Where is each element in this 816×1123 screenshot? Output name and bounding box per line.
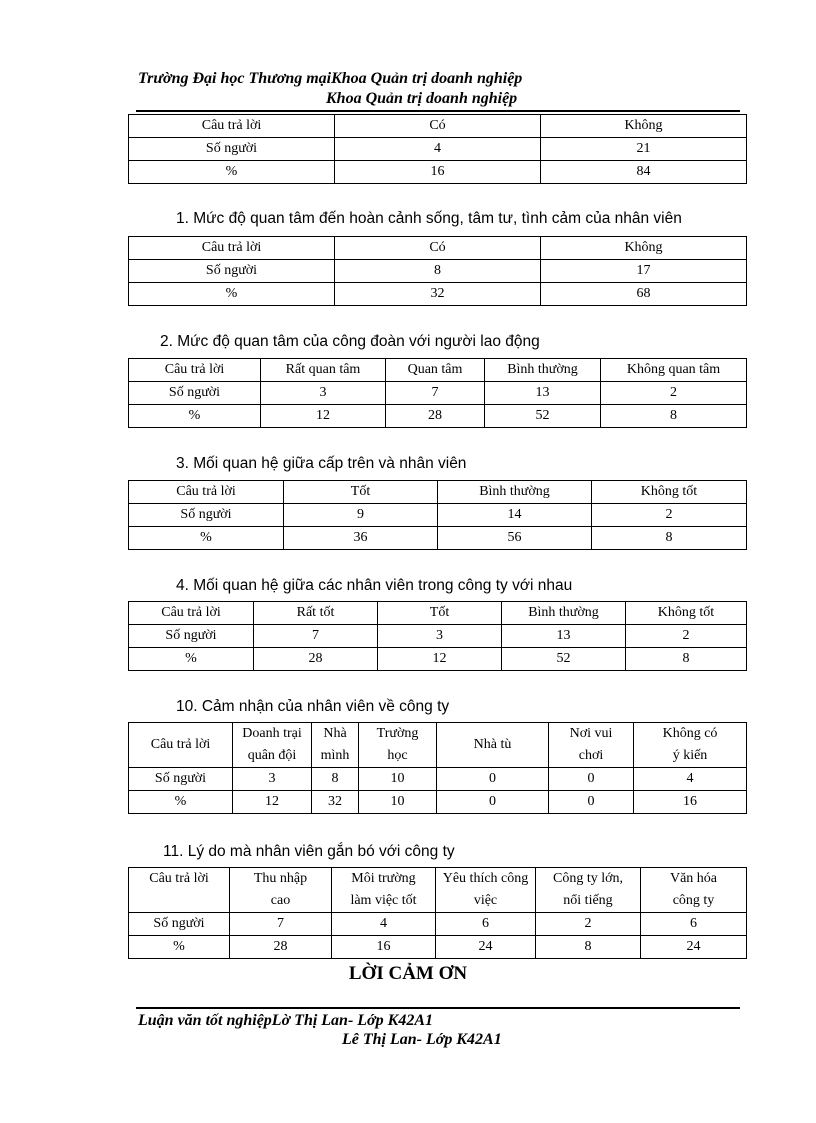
header-cell: Có — [335, 237, 541, 260]
table-cell: % — [129, 791, 233, 814]
header-cell: Không tốt — [592, 481, 747, 504]
table-cell: 2 — [626, 625, 747, 648]
table-row — [129, 936, 747, 959]
header-cell: Rất tốt — [254, 602, 378, 625]
survey-table-11 — [128, 867, 747, 959]
table-cell: 16 — [332, 936, 436, 959]
header-cell: Quan tâm — [386, 359, 485, 382]
question-title-3: 3. Mối quan hệ giữa cấp trên và nhân viên — [176, 455, 467, 472]
table-cell: % — [129, 161, 335, 184]
table-cell: Số người — [129, 625, 254, 648]
table-cell: 14 — [438, 504, 592, 527]
table-cell: 8 — [312, 768, 359, 791]
table-cell: 10 — [359, 791, 437, 814]
header-cell: Không — [541, 115, 747, 138]
table-header-row — [129, 481, 747, 504]
table-cell: 7 — [254, 625, 378, 648]
header-cell: Câu trả lời — [129, 237, 335, 260]
table-cell: 0 — [437, 791, 549, 814]
table-cell: Số người — [129, 260, 335, 283]
footer-rule — [136, 1007, 740, 1009]
table-cell: % — [129, 527, 284, 550]
table-cell: 8 — [626, 648, 747, 671]
table-row — [129, 791, 747, 814]
footer-author: Lê Thị Lan- Lớp K42A1 — [342, 1031, 502, 1048]
table-cell: 8 — [592, 527, 747, 550]
header-cell: Không có ý kiến — [634, 723, 747, 768]
header-cell: Thu nhập cao — [230, 868, 332, 913]
table-row — [129, 913, 747, 936]
header-cell: Doanh trại quân đội — [233, 723, 312, 768]
table-cell: 0 — [437, 768, 549, 791]
table-cell: 2 — [592, 504, 747, 527]
table-cell: 12 — [378, 648, 502, 671]
table-cell: 16 — [634, 791, 747, 814]
header-cell: Nhà tù — [437, 723, 549, 768]
table-cell: 16 — [335, 161, 541, 184]
table-header-row — [129, 602, 747, 625]
table-row — [129, 138, 747, 161]
table-cell: 24 — [641, 936, 747, 959]
table-cell: 4 — [332, 913, 436, 936]
header-cell: Công ty lớn, nổi tiếng — [536, 868, 641, 913]
question-title-2: 2. Mức độ quan tâm của công đoàn với người lao động — [160, 333, 540, 350]
table-cell: 32 — [335, 283, 541, 306]
table-cell: 3 — [261, 382, 386, 405]
survey-table-3 — [128, 480, 747, 550]
table-cell: 2 — [536, 913, 641, 936]
table-row — [129, 405, 747, 428]
table-cell: 9 — [284, 504, 438, 527]
header-cell: Câu trả lời — [129, 602, 254, 625]
survey-table-2 — [128, 358, 747, 428]
question-title-4: 4. Mối quan hệ giữa các nhân viên trong công ty với nhau — [176, 577, 573, 594]
table-cell: 4 — [335, 138, 541, 161]
table-cell: 28 — [254, 648, 378, 671]
footer-thesis-author: Luận văn tốt nghiệpLờ Thị Lan- Lớp K42A1 — [138, 1012, 433, 1029]
survey-table-10 — [128, 722, 747, 814]
table-header-row — [129, 115, 747, 138]
closing-heading: LỜI CẢM ƠN — [348, 963, 468, 984]
table-cell: 2 — [601, 382, 747, 405]
table-cell: 12 — [233, 791, 312, 814]
table-cell: Số người — [129, 768, 233, 791]
table-row — [129, 625, 747, 648]
table-cell: 7 — [230, 913, 332, 936]
table-cell: 84 — [541, 161, 747, 184]
header-cell: Bình thường — [485, 359, 601, 382]
table-cell: % — [129, 405, 261, 428]
table-cell: Số người — [129, 138, 335, 161]
header-cell: Văn hóa công ty — [641, 868, 747, 913]
header-cell: Câu trả lời — [129, 481, 284, 504]
table-cell: 24 — [436, 936, 536, 959]
table-cell: 68 — [541, 283, 747, 306]
header-cell: Không quan tâm — [601, 359, 747, 382]
table-row — [129, 648, 747, 671]
table-cell: 0 — [549, 791, 634, 814]
table-cell: % — [129, 648, 254, 671]
table-cell: 28 — [386, 405, 485, 428]
question-title-11: 11. Lý do mà nhân viên gắn bó với công ty — [163, 843, 455, 860]
header-cell: Bình thường — [438, 481, 592, 504]
header-cell: Nhà mình — [312, 723, 359, 768]
table-cell: % — [129, 936, 230, 959]
header-cell: Câu trả lời — [129, 723, 233, 768]
table-row — [129, 527, 747, 550]
survey-table-0 — [128, 114, 747, 184]
table-cell: 4 — [634, 768, 747, 791]
header-school-faculty: Trường Đại học Thương mạiKhoa Quản trị doanh nghiệp — [138, 70, 523, 87]
table-cell: % — [129, 283, 335, 306]
table-cell: 8 — [335, 260, 541, 283]
header-rule — [136, 110, 740, 112]
table-cell: 0 — [549, 768, 634, 791]
table-cell: 3 — [233, 768, 312, 791]
header-cell: Yêu thích công việc — [436, 868, 536, 913]
table-cell: Số người — [129, 913, 230, 936]
header-cell: Rất quan tâm — [261, 359, 386, 382]
table-cell: 6 — [641, 913, 747, 936]
table-header-row — [129, 868, 747, 913]
table-header-row — [129, 237, 747, 260]
header-cell: Nơi vui chơi — [549, 723, 634, 768]
table-row — [129, 504, 747, 527]
survey-table-4 — [128, 601, 747, 671]
header-cell: Không — [541, 237, 747, 260]
header-cell: Không tốt — [626, 602, 747, 625]
table-row — [129, 283, 747, 306]
header-cell: Câu trả lời — [129, 115, 335, 138]
header-cell: Có — [335, 115, 541, 138]
table-cell: 13 — [502, 625, 626, 648]
table-cell: 56 — [438, 527, 592, 550]
table-cell: 7 — [386, 382, 485, 405]
table-row — [129, 382, 747, 405]
table-cell: Số người — [129, 504, 284, 527]
header-cell: Tốt — [284, 481, 438, 504]
table-row — [129, 260, 747, 283]
header-cell: Câu trả lời — [129, 868, 230, 913]
table-cell: 52 — [485, 405, 601, 428]
question-title-10: 10. Cảm nhận của nhân viên về công ty — [176, 698, 450, 715]
header-cell: Câu trả lời — [129, 359, 261, 382]
header-cell: Bình thường — [502, 602, 626, 625]
table-row — [129, 768, 747, 791]
question-title-1: 1. Mức độ quan tâm đến hoàn cảnh sống, tâm tư, tình cảm của nhân viên — [176, 210, 682, 227]
table-cell: 28 — [230, 936, 332, 959]
table-header-row — [129, 723, 747, 768]
table-cell: 52 — [502, 648, 626, 671]
table-cell: Số người — [129, 382, 261, 405]
table-cell: 36 — [284, 527, 438, 550]
table-cell: 10 — [359, 768, 437, 791]
table-cell: 8 — [536, 936, 641, 959]
survey-table-1 — [128, 236, 747, 306]
table-cell: 13 — [485, 382, 601, 405]
table-header-row — [129, 359, 747, 382]
table-cell: 6 — [436, 913, 536, 936]
table-row — [129, 161, 747, 184]
table-cell: 12 — [261, 405, 386, 428]
header-cell: Tốt — [378, 602, 502, 625]
header-cell: Môi trường làm việc tốt — [332, 868, 436, 913]
table-cell: 8 — [601, 405, 747, 428]
header-faculty: Khoa Quản trị doanh nghiệp — [326, 90, 518, 107]
table-cell: 21 — [541, 138, 747, 161]
table-cell: 17 — [541, 260, 747, 283]
table-cell: 3 — [378, 625, 502, 648]
table-cell: 32 — [312, 791, 359, 814]
header-cell: Trường học — [359, 723, 437, 768]
